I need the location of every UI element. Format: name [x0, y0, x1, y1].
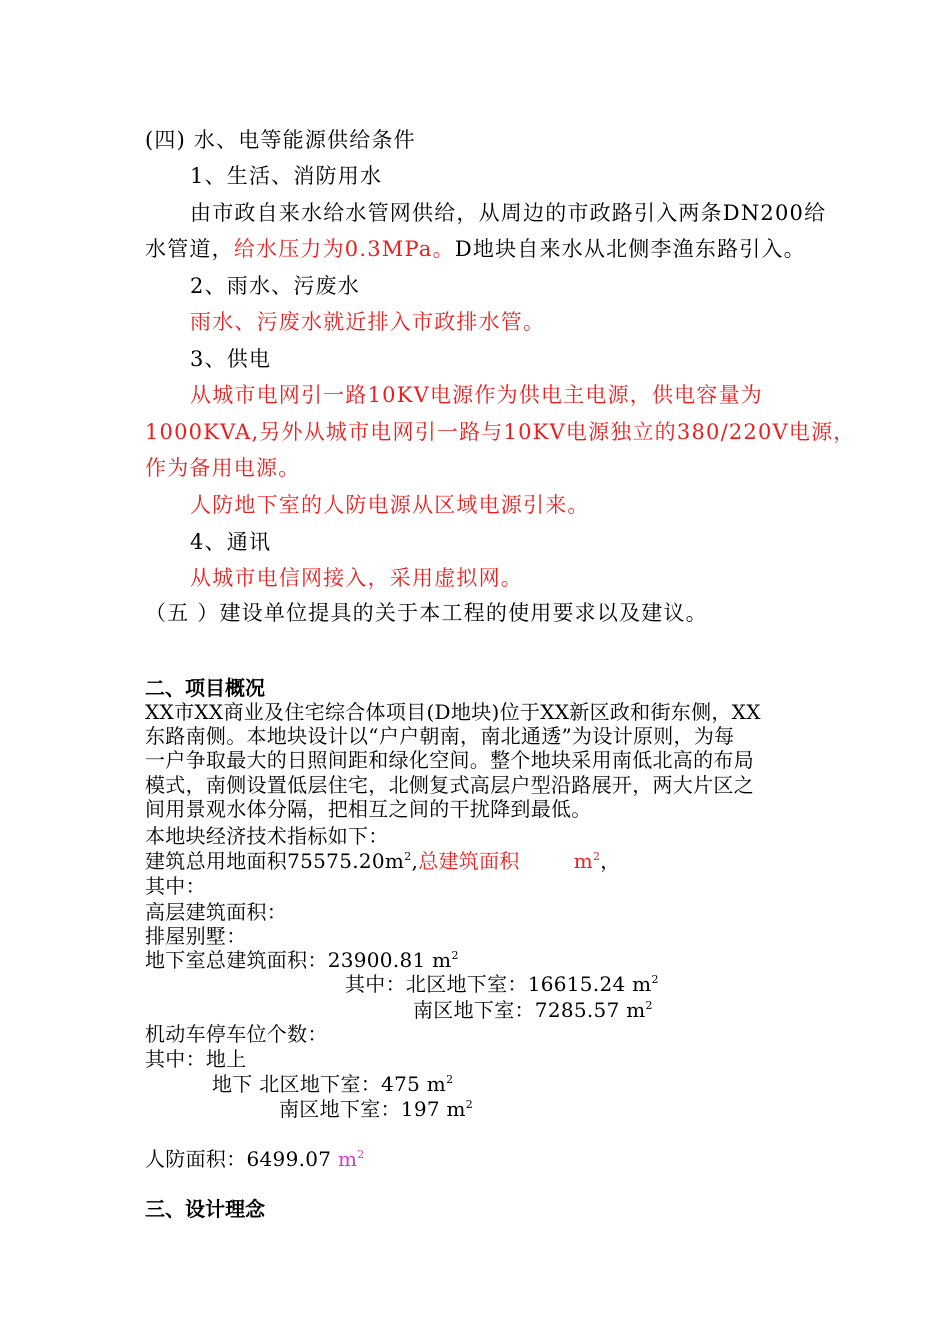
overview-line-4: 模式，南侧设置低层住宅，北侧复式高层户型沿路展开，两大片区之	[145, 773, 754, 797]
total-area-unit: m	[573, 849, 593, 873]
land-area-text: 建筑总用地面积75575.20m	[145, 849, 405, 873]
item-3-line-3: 作为备用电源。	[145, 456, 301, 480]
land-area-unit-sup: 2	[404, 850, 412, 863]
item-1-line-2-end: D地块自来水从北侧李渔东路引入。	[454, 237, 806, 261]
water-pressure-text: 给水压力为0.3MPa。	[233, 237, 455, 261]
item-1-line-2-start: 水管道，	[145, 237, 234, 261]
overview-line-1: XX市XX商业及住宅综合体项目(D地块)位于XX新区政和街东侧，XX	[145, 700, 761, 724]
total-area-label: 总建筑面积	[418, 849, 520, 873]
parking-under-north-sup: 2	[446, 1073, 454, 1086]
basement-south-text: 南区地下室：7285.57 m	[413, 998, 646, 1022]
item-1-title: 1、生活、消防用水	[190, 164, 383, 188]
civil-defense-unit-sup: 2	[357, 1148, 365, 1161]
section-5-heading: （五 ）建设单位提具的关于本工程的使用要求以及建议。	[145, 601, 708, 625]
parking-under-south-sup: 2	[465, 1098, 474, 1111]
civil-defense-line	[145, 1143, 365, 1172]
item-4-text: 从城市电信网接入，采用虚拟网。	[190, 566, 523, 590]
basement-north-text: 其中：北区地下室：16615.24 m	[345, 972, 652, 996]
project-overview-heading: 二、项目概况	[145, 676, 265, 700]
total-area-comma: ，	[600, 849, 621, 873]
parking-above-label: 其中：地上	[145, 1047, 247, 1071]
land-area-comma: ,	[411, 849, 419, 873]
parking-label: 机动车停车位个数：	[145, 1022, 328, 1046]
civil-defense-unit: m	[337, 1147, 358, 1171]
item-3-line-4: 人防地下室的人防电源从区域电源引来。	[190, 493, 590, 517]
basement-total-text: 地下室总建筑面积：23900.81 m	[145, 948, 452, 972]
item-1-line-1: 由市政自来水给水管网供给，从周边的市政路引入两条DN200给	[190, 201, 827, 225]
total-area-unit-sup: 2	[592, 850, 601, 863]
parking-under-south-line	[279, 1093, 473, 1122]
civil-defense-text: 人防面积：6499.07	[145, 1147, 338, 1171]
item-4-title: 4、通讯	[190, 530, 272, 554]
overview-line-5: 间用景观水体分隔，把相互之间的干扰降到最低。	[145, 797, 592, 821]
highrise-area-label: 高层建筑面积：	[145, 900, 288, 924]
villa-label: 排屋别墅：	[145, 924, 247, 948]
basement-total-sup: 2	[451, 949, 459, 962]
indicators-intro: 本地块经济技术指标如下：	[145, 824, 389, 848]
land-area-line	[145, 845, 621, 874]
design-concept-heading: 三、设计理念	[145, 1197, 265, 1221]
overview-line-2: 东路南侧。本地块设计以“户户朝南，南北通透”为设计原则，为每	[145, 724, 735, 748]
item-2-text: 雨水、污废水就近排入市政排水管。	[190, 310, 546, 334]
basement-south-sup: 2	[645, 999, 653, 1012]
among-label: 其中：	[145, 874, 206, 898]
item-3-line-1: 从城市电网引一路10KV电源作为供电主电源，供电容量为	[190, 383, 763, 407]
basement-south-line	[413, 994, 653, 1023]
overview-line-3: 一户争取最大的日照间距和绿化空间。整个地块采用南低北高的布局	[145, 748, 754, 772]
basement-north-sup: 2	[651, 973, 659, 986]
basement-north-line	[345, 968, 659, 997]
section-4-heading: (四) 水、电等能源供给条件	[145, 128, 416, 152]
item-2-title: 2、雨水、污废水	[190, 274, 360, 298]
item-3-title: 3、供电	[190, 347, 272, 371]
parking-under-north-text: 地下 北区地下室：475 m	[212, 1072, 447, 1096]
item-1-line-2	[145, 233, 806, 263]
item-3-line-2: 1000KVA,另外从城市电网引一路与10KV电源独立的380/220V电源，	[145, 420, 856, 444]
parking-under-south-text: 南区地下室：197 m	[279, 1097, 466, 1121]
